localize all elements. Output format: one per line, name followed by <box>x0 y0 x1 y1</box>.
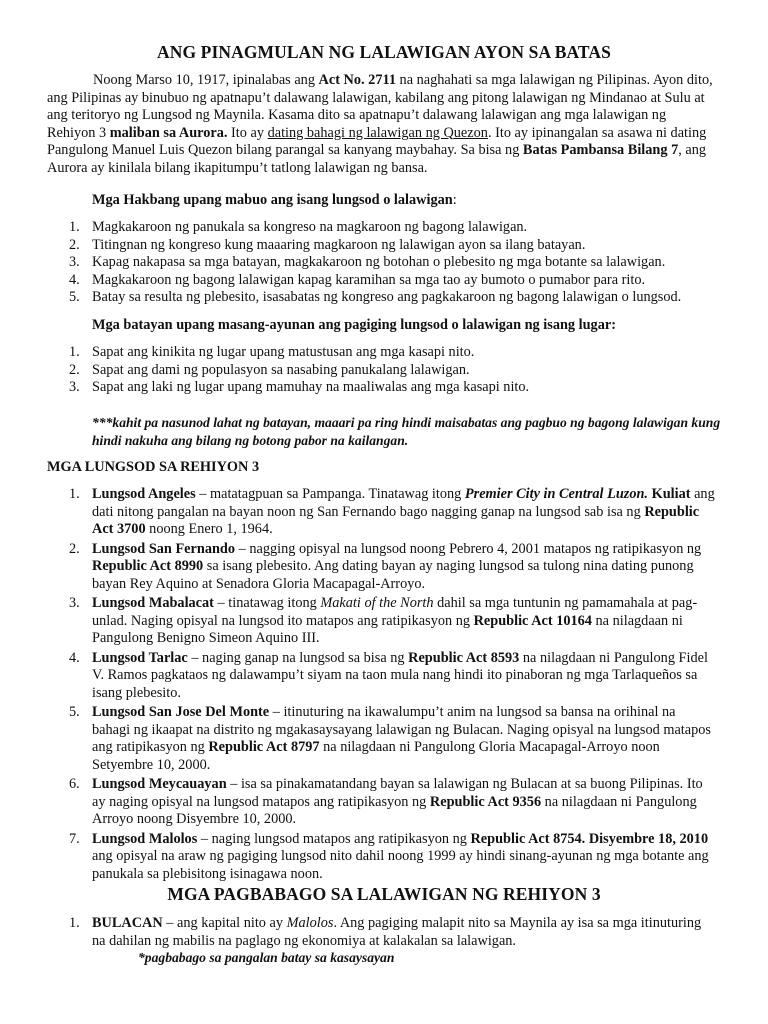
city-text: – itinuturing na ikawalumpu’t anim na lungsod sa bansa na orihinal na bahagi ng ikaapat na distrito ng mgakasaysayang lalawigan ng Bulacan. Naging opisyal na lungsod matapos ang ratipikasyon ng <box>92 704 711 755</box>
city-text: na nilagdaan ni Pangulong Benigno Simeon Aquino III. <box>92 612 683 646</box>
list-item <box>47 915 717 950</box>
intro-text: Ito ay <box>227 124 268 141</box>
list-text: Sapat ang kinikita ng lugar upang matustusan ang mga kasapi nito. <box>92 344 475 360</box>
list-text: Magkakaroon ng panukala sa kongreso na magkaroon ng bagong lalawigan. <box>92 219 528 235</box>
province-text: . Ang pagiging malapit nito sa Maynila ay isa sa mga itinuturing na dahilan ng mabilis na paglago ng ekonomiya at kalakalan sa lalawigan. <box>92 915 702 949</box>
note-text: ***kahit pa nasunod lahat ng batayan, maaari pa ring hindi maisabatas ang pagbuo ng bagong lalawigan kung hindi nakuha ang bilang ng botong pabor na kailangan. <box>92 415 721 448</box>
city-text: – matatagpuan sa Pampanga. Tinatawag itong <box>195 486 465 502</box>
intro-text: , ang Aurora ay kinilala bilang ikapitumpu’t tatlong lalawigan ng bansa. <box>47 142 707 176</box>
list-item <box>47 289 717 307</box>
list-item <box>47 704 717 774</box>
intro-paragraph <box>47 72 717 177</box>
city-text: ang dati nitong pangalan na bayan noon ng San Fernando bago nagging ganap na lungsod sab isa ng <box>92 486 715 520</box>
cities-heading: MGA LUNGSOD SA REHIYON 3 <box>47 459 260 475</box>
province-name: BULACAN <box>92 915 163 931</box>
cities-list <box>47 486 717 883</box>
city-text: – naging ganap na lungsod sa bisa ng <box>187 649 409 666</box>
list-text: Kapag nakapasa sa mga batayan, magkakaroon ng botohan o plebesito ng mga botante sa lalawigan. <box>92 254 666 270</box>
city-name: Lungsod Angeles <box>92 486 196 502</box>
list-text: Sapat ang laki ng lugar upang mamuhay na maaliwalas ang mga kasapi nito. <box>92 379 530 395</box>
list-item <box>47 831 717 884</box>
list-number: 7. <box>69 830 80 847</box>
exception-text: maliban sa Aurora. <box>109 124 228 141</box>
city-text: – nagging opisyal na lungsod noong Pebrero 4, 2001 matapos ng ratipikasyon ng <box>235 540 702 557</box>
list-item <box>47 362 717 380</box>
list-item <box>47 486 717 539</box>
list-number: 1. <box>69 486 80 502</box>
list-number: 3. <box>69 254 80 270</box>
city-name: Lungsod San Jose Del Monte <box>92 704 270 720</box>
list-item <box>47 650 717 703</box>
batas-reference: Batas Pambansa Bilang 7 <box>522 142 679 158</box>
list-item <box>47 272 717 290</box>
list-text: Magkakaroon ng bagong lalawigan kapag karamihan sa mga tao ay bumoto o pumabor para rito. <box>92 271 646 288</box>
city-text: na nilagdaan ni Pangulong Arroyo noong Disyembre 10, 2000. <box>92 793 697 827</box>
changes-title: MGA PAGBABAGO SA LALAWIGAN NG REHIYON 3 <box>167 884 601 904</box>
list-text: Batay sa resulta ng plebesito, isasabatas ng kongreso ang pagkakaroon ng bagong lalawigan o lungsod. <box>92 289 682 305</box>
intro-text: Noong Marso 10, 1917, ipinalabas ang <box>93 72 319 88</box>
list-item <box>47 776 717 829</box>
province-text: – ang kapital nito ay <box>162 915 287 931</box>
city-text: na nilagdaan ni Pangulong Gloria Macapagal-Arroyo noon Setyembre 10, 2000. <box>92 739 660 773</box>
city-name: Lungsod Malolos <box>92 830 198 847</box>
list-item <box>47 344 717 362</box>
republic-act: Republic Act 3700 <box>92 503 700 537</box>
act-reference: Act No. 2711 <box>318 72 396 88</box>
intro-text: na naghahati sa mga lalawigan ng Pilipinas. Ayon dito, ang Pilipinas ay binubuo ng apatnapu’t dalawang lalawigan, kabilang ang pitong lalawigan ng Mindanao at Sulu at ang teritoryo ng Lungsod ng Maynila. Kasama dito sa apatnapu’t dalawang lalawigan ang mga lalawigan ng Rehiyon 3 <box>47 72 713 141</box>
list-item <box>47 379 717 397</box>
underlined-text: dating bahagi ng lalawigan ng Quezon <box>267 124 488 141</box>
intro-text: . Ito ay ipinangalan sa asawa ni dating Pangulong Manuel Luis Quezon bilang parangal sa kanyang maybahay. Sa bisa ng <box>47 124 707 158</box>
city-text: na nilagdaan ni Pangulong Fidel V. Ramos pagkataos ng dalawampu’t siyam na taon mula nang hindi ito pinaboran ng mga Tarlaqueños sa isang plebesito. <box>92 649 708 701</box>
city-name: Lungsod Mabalacat <box>92 595 214 611</box>
list-number: 4. <box>69 649 80 666</box>
city-text: – isa sa pinakamatandang bayan sa lalawigan ng Bulacan at sa buong Pilipinas. Ito ay naging opisyal na lungsod matapos ang ratipikasyon ng <box>92 776 703 810</box>
list-number: 2. <box>69 236 80 253</box>
criteria-list <box>47 344 717 397</box>
footnote-text: *pagbabago sa pangalan batay sa kasaysayan <box>138 950 395 965</box>
list-number: 4. <box>69 271 80 288</box>
criteria-heading: Mga batayan upang masang-ayunan ang pagiging lungsod o lalawigan ng isang lugar: <box>92 317 616 333</box>
city-text: – tinatawag itong <box>213 595 321 611</box>
city-text: ang opisyal na araw ng pagiging lungsod nito dahil noong 1999 ay hindi sinang-ayunan ng mga botante ang panukala sa plebisitong isinagawa noon. <box>92 848 709 882</box>
list-item <box>47 541 717 594</box>
city-name: Lungsod Tarlac <box>92 649 188 666</box>
list-item <box>47 254 717 272</box>
republic-act: Republic Act 8593 <box>408 649 520 666</box>
republic-act: Republic Act 8754. <box>470 830 586 847</box>
page-title: ANG PINAGMULAN NG LALAWIGAN AYON SA BATAS <box>157 42 611 62</box>
city-nickname: Premier City in Central Luzon. <box>464 486 649 502</box>
city-text: dahil sa mga tuntunin ng pamamahala at pag-unlad. Naging opisyal na lungsod ito matapos ang ratipikasyon ng <box>92 595 698 629</box>
city-date: Disyembre 18, 2010 <box>585 830 709 847</box>
list-number: 2. <box>69 540 80 557</box>
list-item <box>47 237 717 255</box>
list-number: 3. <box>69 595 80 611</box>
list-number: 2. <box>69 361 80 378</box>
list-number: 5. <box>69 704 80 720</box>
list-text: Titingnan ng kongreso kung maaaring magkaroon ng lalawigan ayon sa ilang batayan. <box>92 236 586 253</box>
list-number: 1. <box>69 219 80 235</box>
city-text: – naging lungsod matapos ang ratipikasyon ng <box>197 830 471 847</box>
steps-heading <box>92 192 732 210</box>
city-old-name: Kuliat <box>648 486 691 502</box>
list-number: 1. <box>69 344 80 360</box>
republic-act: Republic Act 9356 <box>429 793 542 810</box>
city-name: Lungsod San Fernando <box>92 540 236 557</box>
steps-heading-colon: : <box>452 192 457 208</box>
steps-heading-text: Mga Hakbang upang mabuo ang isang lungsod o lalawigan <box>92 192 453 208</box>
list-item <box>47 219 717 237</box>
republic-act: Republic Act 8990 <box>92 558 204 574</box>
list-number: 1. <box>69 915 80 931</box>
city-nickname: Makati of the North <box>320 595 434 611</box>
steps-list <box>47 219 717 307</box>
republic-act: Republic Act 8797 <box>208 739 320 755</box>
list-item <box>47 595 717 648</box>
city-text: sa isang plebesito. Ang dating bayan ay naging lungsod sa tulong nina dating punong bayan Rey Aquino at Senadora Gloria Macapagal-Arroyo. <box>92 558 694 592</box>
province-capital: Malolos <box>286 915 334 931</box>
city-text: noong Enero 1, 1964. <box>145 521 273 537</box>
list-text: Sapat ang dami ng populasyon sa nasabing panukalang lalawigan. <box>92 361 470 378</box>
city-name: Lungsod Meycauayan <box>92 776 227 792</box>
list-number: 5. <box>69 289 80 305</box>
list-number: 6. <box>69 776 80 792</box>
republic-act: Republic Act 10164 <box>473 612 592 629</box>
changes-list <box>47 915 717 950</box>
list-number: 3. <box>69 379 80 395</box>
